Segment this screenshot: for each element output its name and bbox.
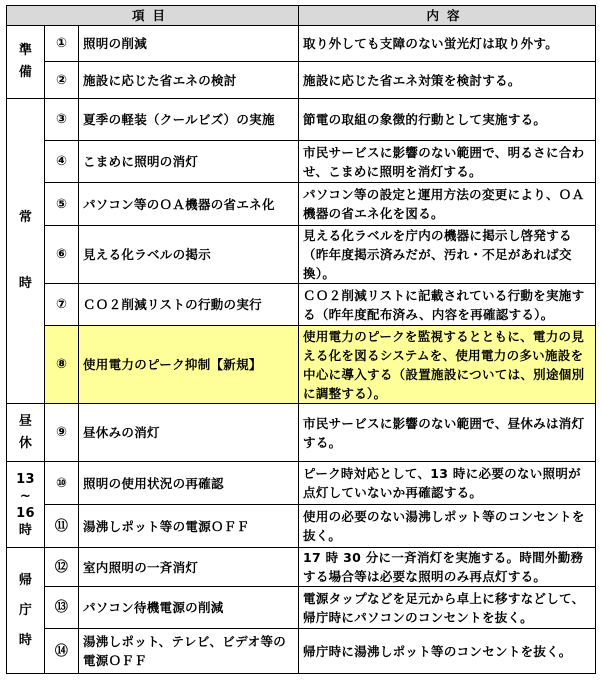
row-number: ⑫ bbox=[45, 548, 79, 587]
item-content: ピーク時対応として、13 時に必要のない照明が点灯していないか再確認する。 bbox=[299, 462, 596, 505]
item-content: 電源タップなどを足元から卓上に移すなどして、帰庁時にパソコンのコンセントを抜く。 bbox=[299, 587, 596, 629]
row-number: ④ bbox=[45, 141, 79, 183]
table-row bbox=[7, 462, 596, 505]
row-number: ⑦ bbox=[45, 284, 79, 326]
header-row bbox=[7, 6, 596, 26]
table-row bbox=[7, 183, 596, 226]
row-number: ⑨ bbox=[45, 404, 79, 462]
item-name: 使用電力のピーク抑制【新規】 bbox=[79, 326, 299, 404]
item-name: パソコン等のＯＡ機器の省エネ化 bbox=[79, 183, 299, 226]
row-number: ⑤ bbox=[45, 183, 79, 226]
item-name: 照明の削減 bbox=[79, 26, 299, 62]
item-content: パソコン等の設定と運用方法の変更により、ＯＡ機器の省エネ化を図る。 bbox=[299, 183, 596, 226]
table-row bbox=[7, 141, 596, 183]
item-name: 照明の使用状況の再確認 bbox=[79, 462, 299, 505]
item-name: 夏季の軽装（クールビズ）の実施 bbox=[79, 99, 299, 141]
row-number: ① bbox=[45, 26, 79, 62]
item-content: 市民サービスに影響のない範囲で、明るさに合わせ、こまめに照明を消灯する。 bbox=[299, 141, 596, 183]
item-content: 節電の取組の象徴的行動として実施する。 bbox=[299, 99, 596, 141]
table-row bbox=[7, 62, 596, 99]
table-row bbox=[7, 587, 596, 629]
item-content: 取り外しても支障のない蛍光灯は取り外す。 bbox=[299, 26, 596, 62]
item-content: 見える化ラベルを庁内の機器に掲示し啓発する（昨年度掲示済みだが、汚れ・不足があれば交換）。 bbox=[299, 226, 596, 284]
row-number: ⑧ bbox=[45, 326, 79, 404]
item-name: 見える化ラベルの掲示 bbox=[79, 226, 299, 284]
row-number: ⑥ bbox=[45, 226, 79, 284]
item-content: 市民サービスに影響のない範囲で、昼休みは消灯する。 bbox=[299, 404, 596, 462]
table-row bbox=[7, 629, 596, 674]
table-row bbox=[7, 26, 596, 62]
table-row bbox=[7, 284, 596, 326]
row-number: ⑬ bbox=[45, 587, 79, 629]
item-name: 湯沸しポット等の電源ＯＦＦ bbox=[79, 505, 299, 548]
item-name: 施設に応じた省エネの検討 bbox=[79, 62, 299, 99]
item-name: 湯沸しポット、テレビ、ビデオ等の電源ＯＦＦ bbox=[79, 629, 299, 674]
header-content: 内容 bbox=[299, 6, 596, 26]
item-name: 昼休みの消灯 bbox=[79, 404, 299, 462]
item-content: 使用電力のピークを監視するとともに、電力の見える化を図るシステムを、使用電力の多い施設を中心に導入する（設置施設については、別途個別に調整する）。 bbox=[299, 326, 596, 404]
row-number: ③ bbox=[45, 99, 79, 141]
item-name: パソコン待機電源の削減 bbox=[79, 587, 299, 629]
item-content: ＣＯ２削減リストに記載されている行動を実施する（昨年度配布済み、内容を再確認する）。 bbox=[299, 284, 596, 326]
item-name: ＣＯ２削減リストの行動の実行 bbox=[79, 284, 299, 326]
item-name: 室内照明の一斉消灯 bbox=[79, 548, 299, 587]
item-content: 17 時 30 分に一斉消灯を実施する。時間外勤務する場合等は必要な照明のみ再点灯する。 bbox=[299, 548, 596, 587]
category-peak: 13 ~ 16 時 bbox=[7, 462, 45, 548]
item-content: 使用の必要のない湯沸しポット等のコンセントを抜く。 bbox=[299, 505, 596, 548]
table-row bbox=[7, 226, 596, 284]
table-row bbox=[7, 505, 596, 548]
category-prep: 準 備 bbox=[7, 26, 45, 99]
table-row bbox=[7, 99, 596, 141]
header-item: 項目 bbox=[7, 6, 299, 26]
table-row bbox=[7, 548, 596, 587]
category-leave: 帰 庁 時 bbox=[7, 548, 45, 674]
item-content: 施設に応じた省エネ対策を検討する。 bbox=[299, 62, 596, 99]
row-number: ⑪ bbox=[45, 505, 79, 548]
item-content: 帰庁時に湯沸しポット等のコンセントを抜く。 bbox=[299, 629, 596, 674]
row-number: ⑭ bbox=[45, 629, 79, 674]
table-row bbox=[7, 404, 596, 462]
row-number: ⑩ bbox=[45, 462, 79, 505]
energy-saving-measures-table bbox=[6, 5, 596, 674]
category-lunch: 昼 休 bbox=[7, 404, 45, 462]
item-name: こまめに照明の消灯 bbox=[79, 141, 299, 183]
table-row-highlighted bbox=[7, 326, 596, 404]
category-always: 常 時 bbox=[7, 99, 45, 404]
row-number: ② bbox=[45, 62, 79, 99]
